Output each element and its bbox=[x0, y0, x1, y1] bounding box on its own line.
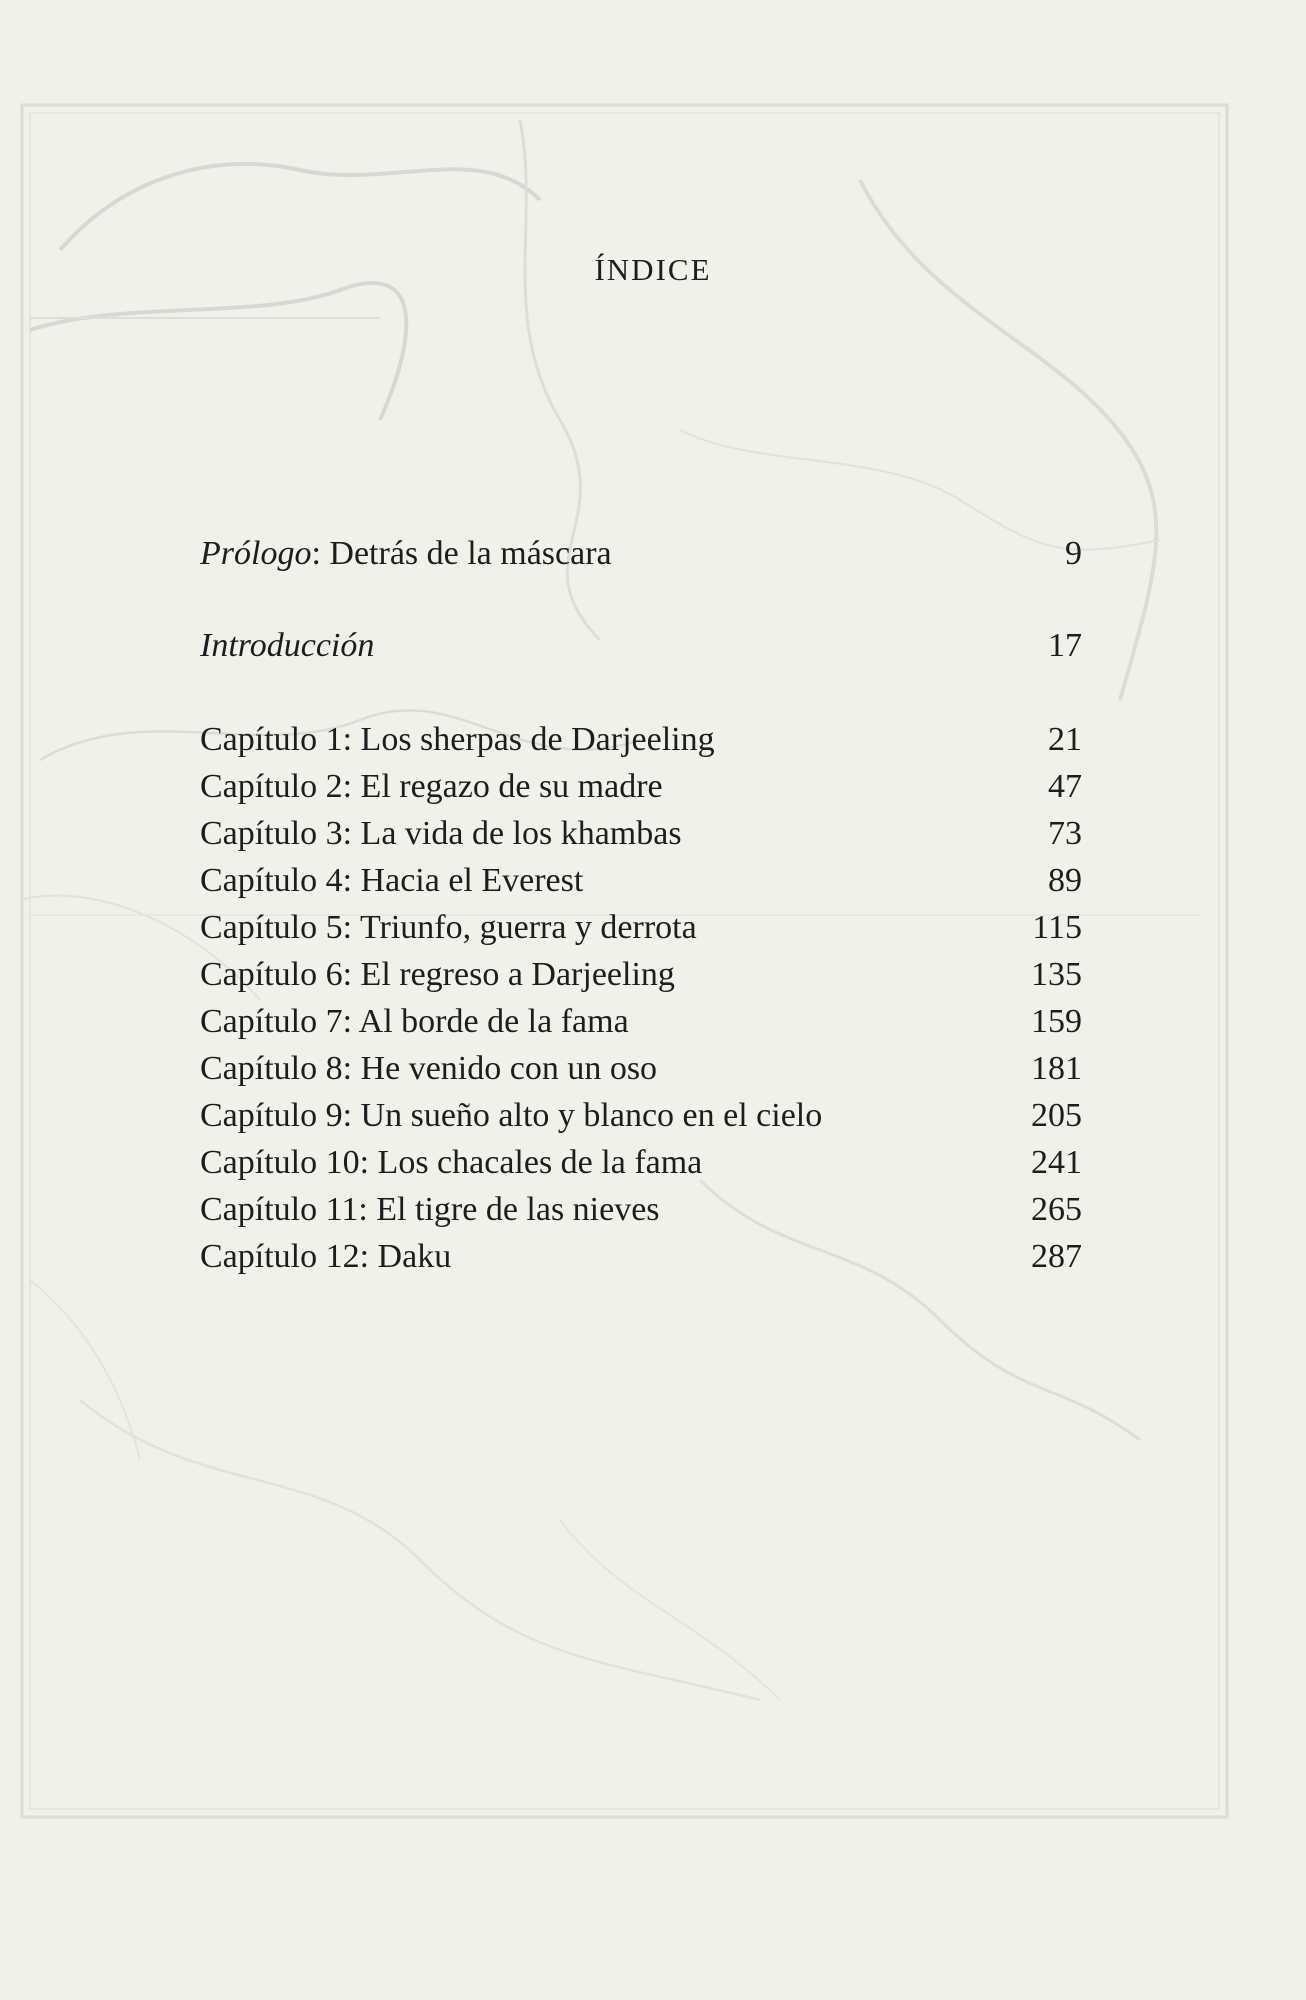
toc-entry-chapter: Capítulo 3: La vida de los khambas bbox=[200, 815, 682, 852]
toc-row-chapter-2 bbox=[200, 763, 1082, 811]
toc-entry-chapter: Capítulo 2: El regazo de su madre bbox=[200, 768, 663, 805]
toc-page-number: 73 bbox=[1048, 815, 1082, 852]
toc-page-number: 181 bbox=[1031, 1050, 1082, 1087]
toc-row-chapter-5 bbox=[200, 904, 1082, 952]
page-title: ÍNDICE bbox=[594, 252, 712, 287]
toc-page-number: 159 bbox=[1031, 1003, 1082, 1040]
toc-page-number: 17 bbox=[1048, 627, 1082, 664]
toc-entry-chapter: Capítulo 1: Los sherpas de Darjeeling bbox=[200, 721, 715, 758]
toc-page-number: 89 bbox=[1048, 862, 1082, 899]
toc-row-chapter-12 bbox=[200, 1233, 1082, 1281]
toc-page-number: 241 bbox=[1031, 1144, 1082, 1181]
toc-entry-chapter: Capítulo 4: Hacia el Everest bbox=[200, 862, 584, 899]
toc-row-chapter-9 bbox=[200, 1092, 1082, 1140]
toc-entry-chapter: Capítulo 8: He venido con un oso bbox=[200, 1050, 658, 1087]
prologue-label: Prólogo bbox=[200, 535, 312, 572]
toc-entry-chapter: Capítulo 7: Al borde de la fama bbox=[200, 1003, 629, 1040]
toc-entry-chapter: Capítulo 5: Triunfo, guerra y derrota bbox=[200, 909, 697, 946]
toc-row-chapter-4 bbox=[200, 857, 1082, 905]
prologue-title: : Detrás de la máscara bbox=[311, 535, 612, 572]
toc-row-chapter-7 bbox=[200, 998, 1082, 1046]
toc-page-number: 287 bbox=[1031, 1238, 1082, 1275]
toc-entry-chapter: Capítulo 10: Los chacales de la fama bbox=[200, 1144, 703, 1181]
toc-entry-prologue bbox=[200, 530, 612, 578]
toc-page-number: 135 bbox=[1031, 956, 1082, 993]
toc-row-chapter-10 bbox=[200, 1139, 1082, 1187]
toc-page-number: 115 bbox=[1032, 909, 1082, 946]
toc-page-number: 265 bbox=[1031, 1191, 1082, 1228]
toc-row-introduction bbox=[200, 622, 1082, 670]
toc-entry-introduction: Introducción bbox=[200, 627, 375, 664]
toc-row-chapter-1 bbox=[200, 716, 1082, 764]
toc-entry-chapter: Capítulo 9: Un sueño alto y blanco en el cielo bbox=[200, 1097, 823, 1134]
toc-page-number: 21 bbox=[1048, 721, 1082, 758]
toc-row-chapter-8 bbox=[200, 1045, 1082, 1093]
toc-entry-chapter: Capítulo 6: El regreso a Darjeeling bbox=[200, 956, 675, 993]
toc-entry-chapter: Capítulo 11: El tigre de las nieves bbox=[200, 1191, 660, 1228]
toc-page-number: 9 bbox=[1065, 535, 1082, 572]
toc-row-chapter-11 bbox=[200, 1186, 1082, 1234]
toc-page-number: 47 bbox=[1048, 768, 1082, 805]
toc-page-number: 205 bbox=[1031, 1097, 1082, 1134]
toc-entry-chapter: Capítulo 12: Daku bbox=[200, 1238, 452, 1275]
toc-row-prologue bbox=[200, 530, 1082, 578]
toc-row-chapter-3 bbox=[200, 810, 1082, 858]
toc-row-chapter-6 bbox=[200, 951, 1082, 999]
